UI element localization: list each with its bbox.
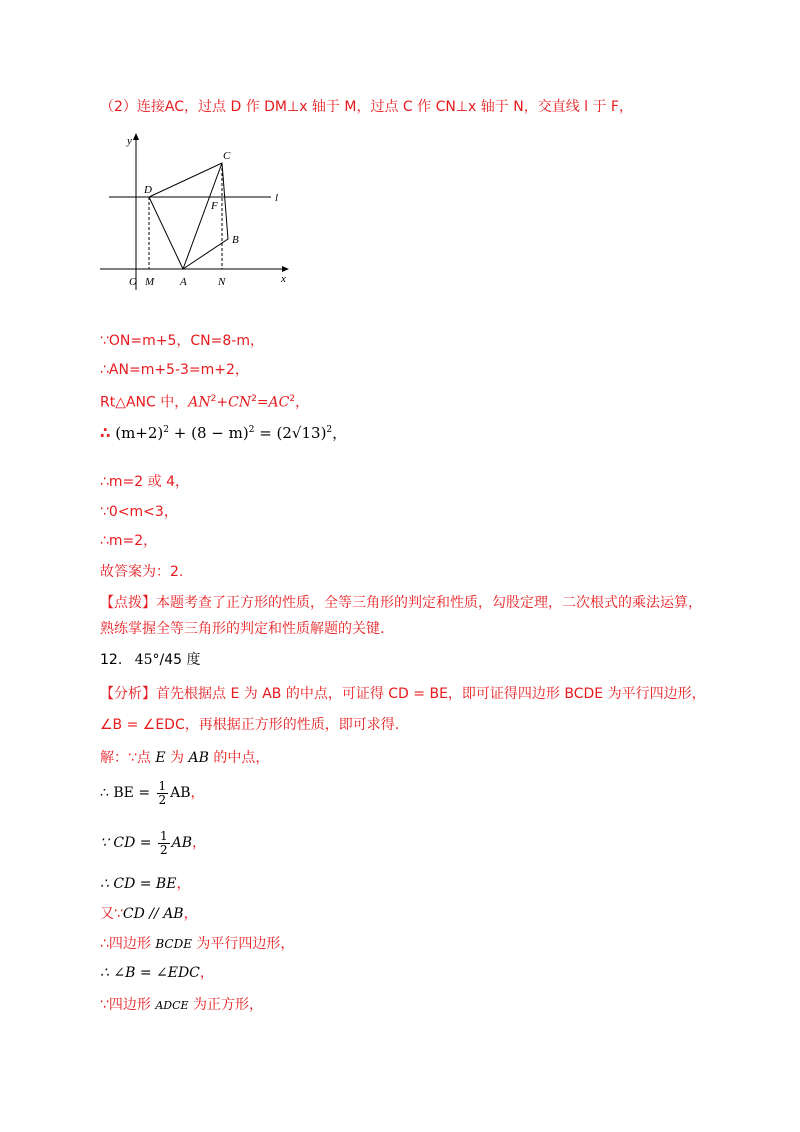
solution-line-2 xyxy=(100,778,205,808)
tip-text: 本题考查了正方形的性质，全等三角形的判定和性质，勾股定理，二次根式的乘法运算，熟练掌握全等三角形的判定和性质解题的关键. xyxy=(100,595,702,637)
label-M: M xyxy=(145,276,155,288)
sol3-comma: ， xyxy=(191,835,206,851)
label-F: F xyxy=(211,200,218,212)
sol1-AB: AB xyxy=(188,750,209,766)
part2-intro: （2）连接AC，过点 D 作 DM⊥x 轴于 M，过点 C 作 CN⊥x 轴于 N，交直线 l 于 F， xyxy=(100,99,633,115)
step-m-range: ∵0<m<3， xyxy=(100,504,178,520)
eq-term-1: (m+2) xyxy=(115,424,164,442)
sol4-eq: ∴ CD = BE xyxy=(100,876,177,892)
analysis-tag: 【分析】 xyxy=(100,686,156,702)
sol2-AB: AB xyxy=(170,785,191,801)
fraction-half-1: $\frac{1}{2}$ xyxy=(158,778,167,807)
label-y: y xyxy=(127,135,132,147)
equation-line xyxy=(100,420,347,443)
eq-exp-3: 2 xyxy=(326,425,333,435)
therefore-symbol: ∴ xyxy=(100,424,111,442)
label-l: l xyxy=(275,192,279,204)
solution-line-5 xyxy=(100,904,198,924)
y-axis-arrow xyxy=(133,133,139,140)
sol2-comma: ， xyxy=(190,785,205,801)
sol6-BCDE: BCDE xyxy=(155,937,192,951)
sol7-angles: ∴ ∠B = ∠EDC xyxy=(100,965,200,981)
label-O: O xyxy=(129,276,137,288)
sol3-AB: AB xyxy=(171,835,192,851)
sol8-prefix: ∵四边形 xyxy=(100,997,156,1013)
exp-1: 2 xyxy=(210,394,217,404)
label-x: x xyxy=(281,273,286,285)
answer-degrees: 45° xyxy=(134,652,160,668)
analysis-line-2: ∠B = ∠EDC，再根据正方形的性质，即可求得. xyxy=(100,717,400,733)
sol5-prefix: 又∵ xyxy=(100,906,123,922)
sol1-suffix: 的中点， xyxy=(208,750,270,766)
eq-term-2: + (8 − m) xyxy=(169,424,249,442)
solution-line-8 xyxy=(100,995,263,1016)
term-AC: =AC xyxy=(256,394,290,411)
step-pythagoras xyxy=(100,389,309,413)
sol4-comma: ， xyxy=(176,876,191,892)
sol8-suffix: 为正方形， xyxy=(188,997,264,1013)
sol8-ADCE: ADCE xyxy=(155,999,189,1012)
eq-exp-2: 2 xyxy=(248,425,255,435)
step-AN: ∴AN=m+5-3=m+2， xyxy=(100,362,249,378)
eq-comma: ， xyxy=(332,424,348,442)
label-D: D xyxy=(144,184,152,196)
question-number: 12. xyxy=(100,652,123,668)
eq-term-3: = (2√13) xyxy=(254,424,327,442)
solution-line-1 xyxy=(100,748,269,768)
sol5-comma: ， xyxy=(183,906,198,922)
sol5-parallel: CD // AB xyxy=(122,906,184,922)
sol2-left: ∴ BE = xyxy=(100,785,151,801)
term-CN: +CN xyxy=(216,394,252,411)
answer-alt: /45 度 xyxy=(159,652,201,668)
sol7-comma: ， xyxy=(199,965,214,981)
sol6-suffix: 为平行四边形， xyxy=(191,936,295,952)
analysis-line-1 xyxy=(100,684,706,704)
question-12 xyxy=(100,650,201,670)
sol1-E: E xyxy=(155,750,166,766)
step-m-values: ∴m=2 或 4， xyxy=(100,474,189,490)
label-C: C xyxy=(223,150,231,162)
tip-paragraph xyxy=(100,590,710,642)
tip-tag: 【点拨】 xyxy=(100,595,156,611)
label-A: A xyxy=(180,276,187,288)
step-m-result: ∴m=2， xyxy=(100,533,158,549)
solution-line-6 xyxy=(100,934,294,954)
eq-exp-1: 2 xyxy=(163,425,169,435)
step-ON-CN: ∵ON=m+5，CN=8-m， xyxy=(100,333,264,349)
solution-line-7 xyxy=(100,963,214,983)
sol1-mid: 为 xyxy=(165,750,189,766)
sol3-left: ∵ CD = xyxy=(100,835,152,851)
solution-line-3 xyxy=(100,828,206,858)
exp-2: 2 xyxy=(251,394,257,404)
comma: ， xyxy=(295,394,310,411)
term-AN: AN xyxy=(188,394,211,411)
label-N: N xyxy=(218,276,226,288)
x-axis-arrow xyxy=(282,266,289,272)
analysis-text-1: 首先根据点 E 为 AB 的中点，可证得 CD = BE，即可证得四边形 BCDE 为平行四边形， xyxy=(156,686,706,702)
exp-3: 2 xyxy=(289,394,296,404)
fraction-half-2: $\frac{1}{2}$ xyxy=(159,828,168,857)
sol6-prefix: ∴四边形 xyxy=(100,936,156,952)
solution-line-4 xyxy=(100,874,190,894)
sol1-prefix: 解：∵点 xyxy=(100,750,156,766)
label-B: B xyxy=(232,234,239,246)
coordinate-figure xyxy=(95,130,305,300)
step-pythagoras-prefix: Rt△ANC 中， xyxy=(100,394,189,411)
answer-line: 故答案为：2. xyxy=(100,564,184,580)
